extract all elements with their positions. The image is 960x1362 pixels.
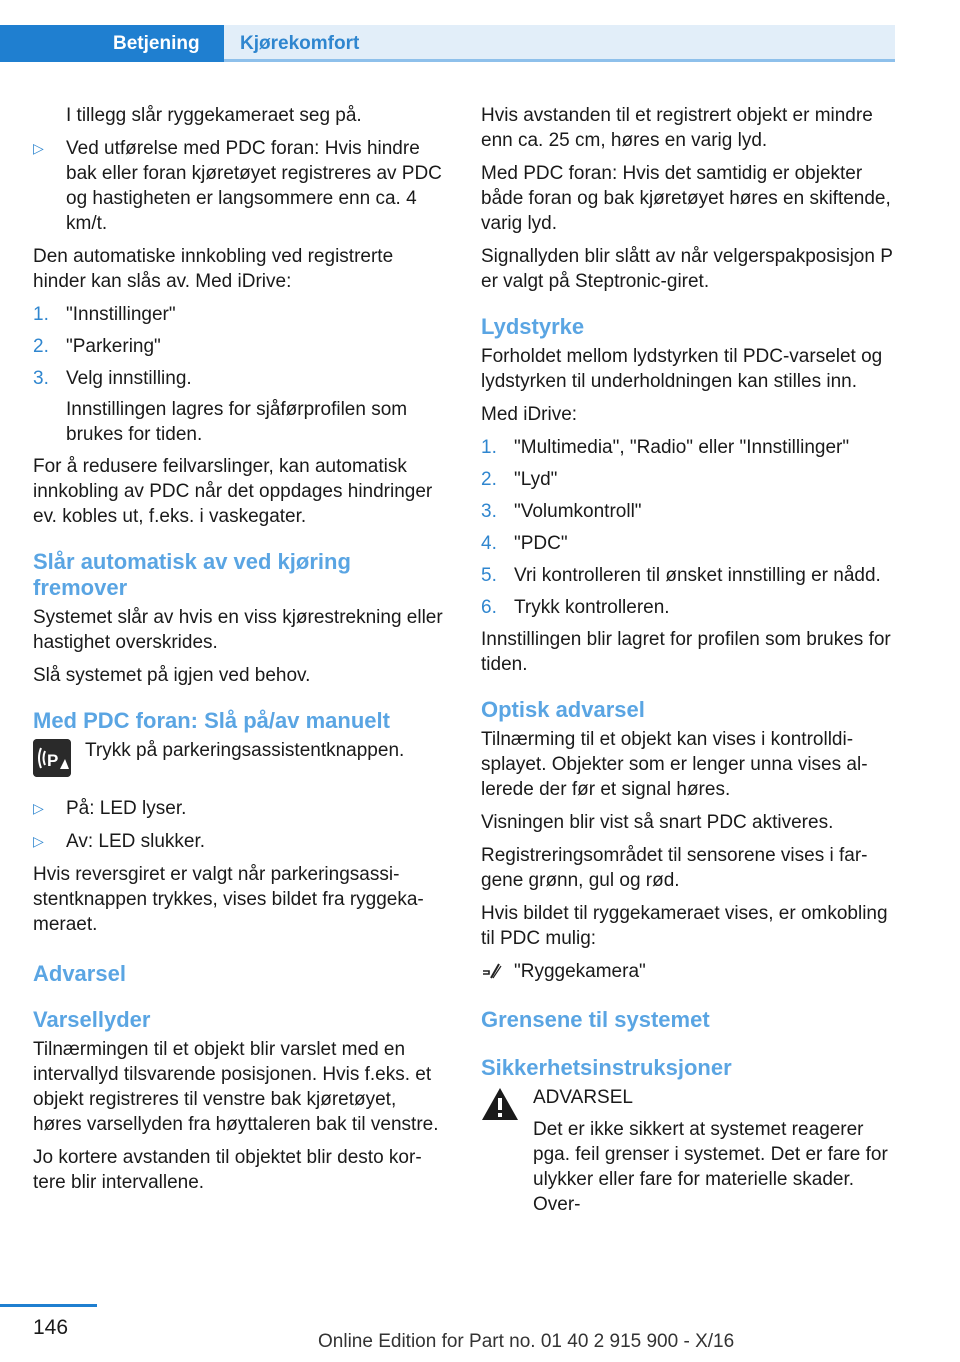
section-heading: Sikkerhetsinstruksjoner [481,1055,732,1080]
paragraph: Med iDrive: [481,404,578,425]
paragraph: Hvis avstanden til et registrert objekt er mindre enn ca. 25 cm, høres en varig lyd. [481,105,873,151]
paragraph: Hvis reversgiret er valgt når parkeringsassistentknappen trykkes, vises bildet fra ryggekameraet. [33,864,424,935]
triangle-bullet-icon: ▷ [33,833,44,849]
right-column [481,103,895,1225]
section-heading: Lydstyrke [481,314,585,339]
list-item: 5. Vri kontrolleren til ønsket innstilling er nådd. [481,565,881,586]
section-heading: Optisk advarsel [481,697,645,722]
section-heading: Advarsel [33,961,126,986]
list-item: 2. "Lyd" [481,469,558,490]
section-heading: Med PDC foran: Slå på/av manuelt [33,708,390,733]
warning-text: Det er ikke sikkert at systemet reagerer pga. feil grenser i systemet. Det er fare for ulykker eller fare for materielle skader. Over- [533,1119,888,1215]
triangle-bullet-icon: ▷ [33,800,44,816]
list-item: 2. "Parkering" [33,336,161,357]
paragraph: Forholdet mellom lydstyrken til PDC-varselet og lydstyrken til underholdningen kan stilles inn. [481,346,883,392]
tab-kjorekomfort[interactable]: Kjørekomfort [240,33,360,54]
list-item: 1. "Innstillinger" [33,304,176,325]
paragraph: Den automatiske innkobling ved registrerte hinder kan slås av. Med iDrive: [33,246,394,292]
bullet-item: ▷ Av: LED slukker. [33,831,206,852]
paragraph: Slå systemet på igjen ved behov. [33,665,311,686]
page-number: 146 [33,1316,69,1339]
footer-line [0,1304,97,1307]
left-column [33,103,447,1203]
paragraph: Hvis bildet til ryggekameraet vises, er omkobling til PDC mulig: [481,903,888,949]
paragraph: Visningen blir vist så snart PDC aktiveres. [481,812,834,833]
section-heading: Varsellyder [33,1007,151,1032]
bullet-item: ▷ Ved utførelse med PDC foran: Hvis hindre bak eller foran kjøretøyet registreres av PDC og hastigheten er langsommere enn ca. 4 km/t. [33,138,442,234]
list-item: 4. "PDC" [481,533,568,554]
paragraph: Innstillingen blir lagret for profilen som brukes for tiden. [481,629,891,675]
parking-assistant-icon [33,739,71,777]
triangle-bullet-icon: ▷ [33,140,44,156]
paragraph: Tilnærming til et objekt kan vises i kontrolldisplayet. Objekter som er lenger unna vises allerede der før et signal høres. [481,729,868,800]
section-heading: Grensene til systemet [481,1007,710,1032]
paragraph: Jo kortere avstanden til objektet blir desto kortere blir intervallene. [33,1147,422,1193]
paragraph: For å redusere feilvarslinger, kan automatisk innkobling av PDC når det oppdages hindringer ev. kobles ut, f.eks. i vaskegater. [33,456,433,527]
paragraph: Signallyden blir slått av når velgerspakposisjon P er valgt på Steptronic-giret. [481,246,893,292]
camera-menu-item: "Ryggekamera" [481,959,895,985]
paragraph: Registreringsområdet til sensorene vises i fargene grønn, gul og rød. [481,845,868,891]
header-tabs [0,25,895,62]
paragraph: I tillegg slår ryggekameraet seg på. [66,105,362,126]
pdc-button-row: P Trykk på parkeringsassistentknappen. [33,738,447,778]
list-item-note: Innstillingen lagres for sjåførprofilen som brukes for tiden. [66,399,408,445]
list-item: 1. "Multimedia", "Radio" eller "Innstillinger" [481,437,850,458]
paragraph: Med PDC foran: Hvis det samtidig er objekter både foran og bak kjøretøyet høres en skiftende, varig lyd. [481,163,891,234]
warning-title: ADVARSEL [533,1087,633,1108]
warning-triangle-icon [481,1087,519,1121]
list-item: 3. Velg innstilling. Innstillingen lagres for sjåførprofilen som brukes for tiden. [33,366,447,447]
svg-text:P: P [47,751,59,770]
list-item: 6. Trykk kontrolleren. [481,597,670,618]
tab-betjening[interactable]: Betjening [0,25,224,62]
paragraph: Systemet slår av hvis en viss kjørestrekning eller hastighet overskrides. [33,607,443,653]
section-heading: Slår automatisk av ved kjøring fremover [33,549,351,600]
bullet-item: ▷ På: LED lyser. [33,798,187,819]
paragraph: Tilnærmingen til et objekt blir varslet med en intervallyd tilsvarende posisjonen. Hvis f.eks. et objekt registreres til venstre bak kjøretøyet, høres varsellyden fra høyttaleren bak til venstre. [33,1039,439,1135]
edition-text: Online Edition for Part no. 01 40 2 915 900 - X/16 [318,1331,735,1352]
camera-icon [481,962,503,982]
list-item: 3. "Volumkontroll" [481,501,642,522]
warning-block [481,1085,895,1125]
